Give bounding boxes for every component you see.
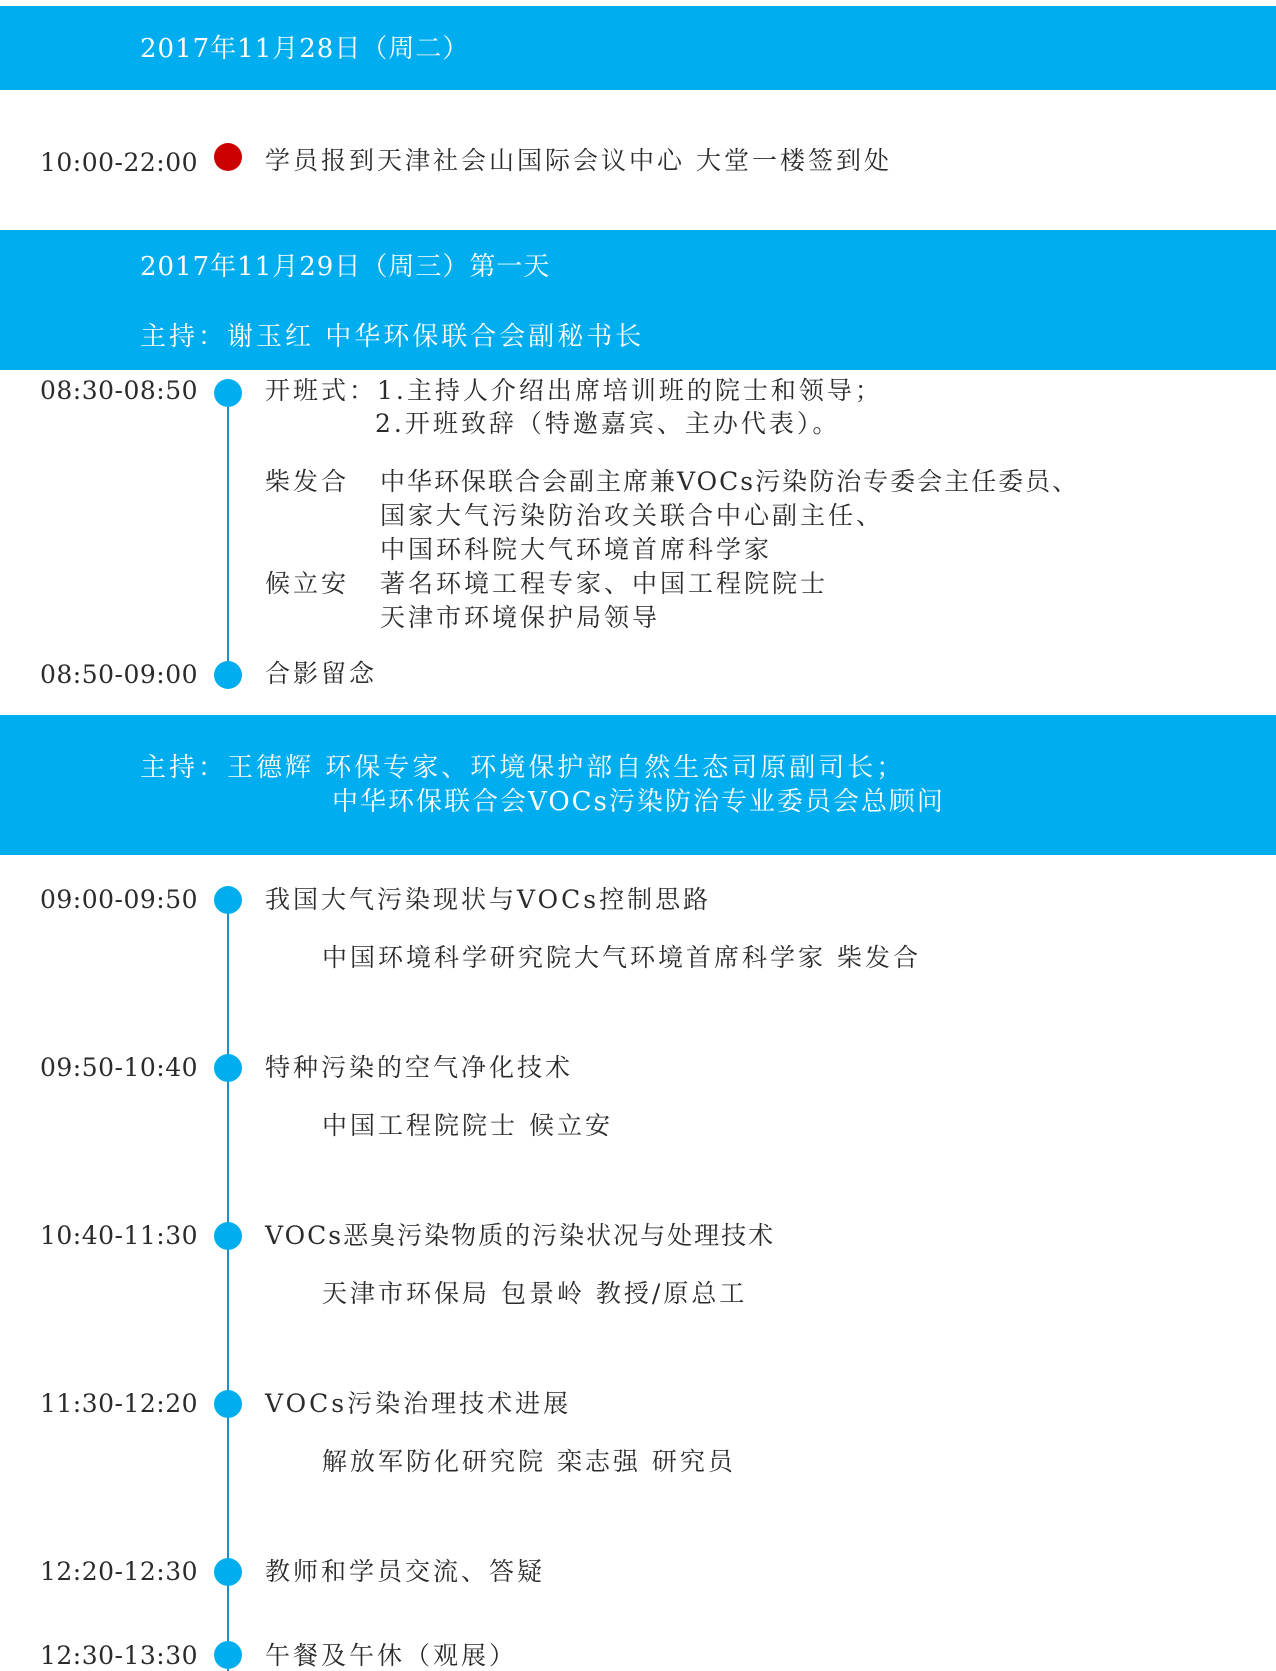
talk-speaker-2: 中国工程院院士 候立安	[322, 1111, 613, 1140]
talk-speaker-4: 解放军防化研究院 栾志强 研究员	[322, 1447, 736, 1476]
talk-speaker-3: 天津市环保局 包景岭 教授/原总工	[322, 1279, 748, 1308]
timeline-line-1	[227, 393, 229, 675]
opening-title-line2: 2.开班致辞（特邀嘉宾、主办代表）。	[375, 409, 841, 438]
guest1-line3: 中国环科院大气环境首席科学家	[380, 535, 773, 564]
time-opening: 08:30-08:50	[40, 376, 199, 405]
guest2-line1: 著名环境工程专家、中国工程院院士	[380, 569, 829, 598]
guest2-line2: 天津市环境保护局领导	[380, 603, 661, 632]
timeline-dot-talk-3	[214, 1222, 242, 1250]
guest1-line1: 中华环保联合会副主席兼VOCs污染防治专委会主任委员、	[380, 467, 1080, 496]
timeline-dot-talk-1	[214, 886, 242, 914]
timeline-dot-lunch	[214, 1641, 242, 1669]
talk-time-3: 10:40-11:30	[40, 1221, 199, 1250]
opening-title: 开班式：1.主持人介绍出席培训班的院士和领导；	[265, 376, 883, 405]
time-photo: 08:50-09:00	[40, 660, 199, 689]
date-title-day1: 2017年11月28日（周二）	[140, 34, 470, 64]
registration-dot	[214, 143, 242, 171]
timeline-line-2	[227, 900, 229, 1671]
timeline-dot-talk-2	[214, 1054, 242, 1082]
talk-time-2: 09:50-10:40	[40, 1053, 199, 1082]
time-qa: 12:20-12:30	[40, 1557, 199, 1586]
lunch-title: 午餐及午休（观展）	[265, 1641, 518, 1670]
timeline-dot-opening	[214, 379, 242, 407]
guest2-name: 候立安	[265, 569, 350, 598]
host-label-2-line1: 主持：王德辉 环保专家、环境保护部自然生态司原副司长；	[140, 753, 906, 783]
guest1-name: 柴发合	[265, 467, 350, 496]
host-label-1: 主持：谢玉红 中华环保联合会副秘书长	[140, 322, 645, 352]
date-header-day1	[0, 6, 1276, 90]
talk-time-4: 11:30-12:20	[40, 1389, 199, 1418]
timeline-dot-photo	[214, 661, 242, 689]
timeline-dot-talk-4	[214, 1390, 242, 1418]
talk-title-2: 特种污染的空气净化技术	[265, 1053, 574, 1082]
talk-title-3: VOCs恶臭污染物质的污染状况与处理技术	[265, 1221, 776, 1250]
date-header-day2	[0, 230, 1276, 370]
date-title-day2: 2017年11月29日（周三）第一天	[140, 252, 551, 282]
talk-time-1: 09:00-09:50	[40, 885, 199, 914]
guest1-line2: 国家大气污染防治攻关联合中心副主任、	[380, 501, 885, 530]
talk-speaker-1: 中国环境科学研究院大气环境首席科学家 柴发合	[322, 943, 921, 972]
qa-title: 教师和学员交流、答疑	[265, 1557, 546, 1586]
talk-title-1: 我国大气污染现状与VOCs控制思路	[265, 885, 712, 914]
host-label-2-line2: 中华环保联合会VOCs污染防治专业委员会总顾问	[332, 787, 945, 817]
talk-title-4: VOCs污染治理技术进展	[265, 1389, 572, 1418]
registration-text: 学员报到天津社会山国际会议中心 大堂一楼签到处	[265, 146, 892, 175]
host-header-2	[0, 715, 1276, 855]
time-registration: 10:00-22:00	[40, 148, 199, 177]
photo-title: 合影留念	[265, 659, 378, 688]
time-lunch: 12:30-13:30	[40, 1641, 199, 1670]
timeline-dot-qa	[214, 1558, 242, 1586]
